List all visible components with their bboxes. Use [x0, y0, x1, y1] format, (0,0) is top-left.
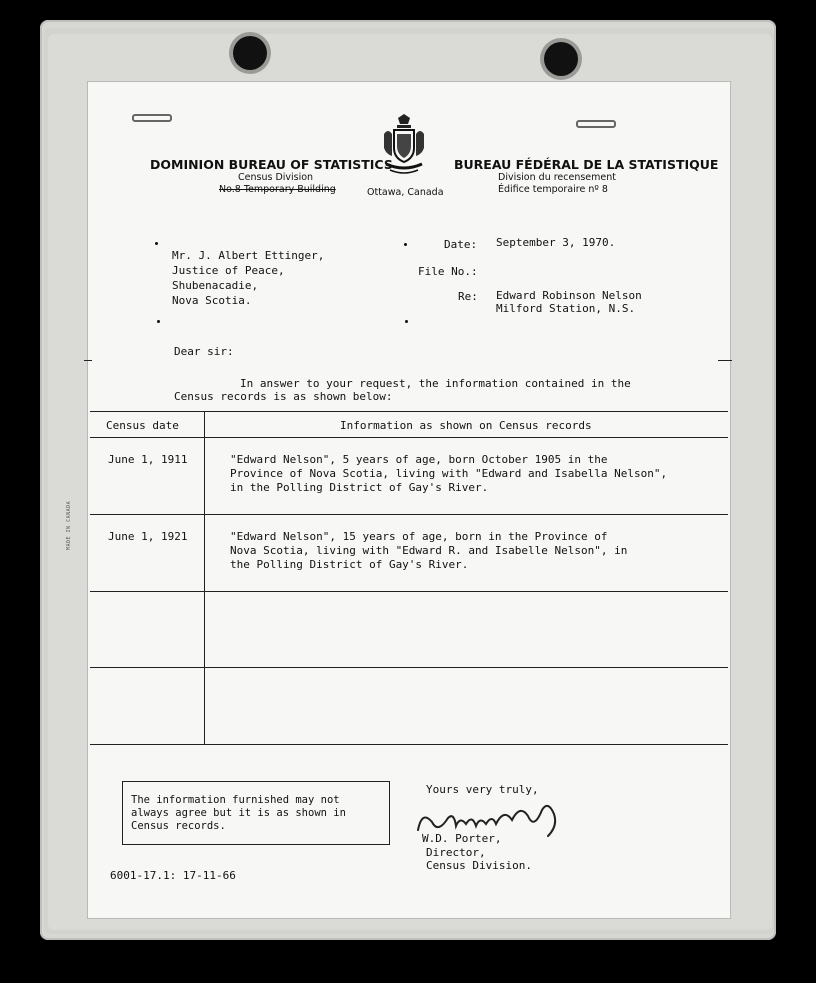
- recipient-line-4: Nova Scotia.: [172, 294, 252, 307]
- table-row-2-date: June 1, 1921: [108, 530, 188, 543]
- date-label: Date:: [444, 238, 478, 251]
- fold-mark-left: [84, 360, 92, 361]
- signatory-title: Director,: [426, 846, 486, 859]
- margin-dot: [157, 320, 160, 323]
- signatory-division: Census Division.: [426, 859, 532, 872]
- table-row-1-info-line-2: Province of Nova Scotia, living with "Edward and Isabella Nelson",: [230, 467, 668, 480]
- column-header-census-date: Census date: [106, 419, 179, 432]
- margin-dot: [155, 242, 158, 245]
- valediction: Yours very truly,: [426, 783, 539, 796]
- table-row-1-date: June 1, 1911: [108, 453, 188, 466]
- margin-dot: [404, 243, 407, 246]
- date-value: September 3, 1970.: [496, 236, 616, 249]
- table-row-2-info-line-2: Nova Scotia, living with "Edward R. and Isabelle Nelson", in: [230, 544, 628, 557]
- table-row-1-info-line-1: "Edward Nelson", 5 years of age, born October 1905 in the: [230, 453, 608, 466]
- bureau-title-french: BUREAU FÉDÉRAL DE LA STATISTIQUE: [454, 157, 719, 172]
- signatory-name: W.D. Porter,: [422, 832, 502, 845]
- salutation: Dear sir:: [174, 345, 234, 358]
- file-number-label: File No.:: [418, 265, 478, 278]
- margin-dot: [405, 320, 408, 323]
- re-line-2: Milford Station, N.S.: [496, 302, 636, 315]
- staple-right: [576, 120, 616, 128]
- disclaimer-text: The information furnished may not always agree but it is as shown in Census records.: [131, 794, 346, 832]
- table-row-2-info-line-3: the Polling District of Gay's River.: [230, 558, 469, 571]
- staple-left: [132, 114, 172, 122]
- binder-hole-left: [233, 36, 267, 70]
- column-header-information: Information as shown on Census records: [340, 419, 592, 432]
- form-number: 6001-17.1: 17-11-66: [110, 869, 236, 882]
- binder-hole-right: [544, 42, 578, 76]
- city-label: Ottawa, Canada: [367, 187, 444, 198]
- address-french: Édifice temporaire nº 8: [498, 184, 608, 195]
- table-row-2-info-line-1: "Edward Nelson", 15 years of age, born in the Province of: [230, 530, 608, 543]
- recipient-line-2: Justice of Peace,: [172, 264, 285, 277]
- census-division-french: Division du recensement: [498, 172, 616, 183]
- bureau-title-english: DOMINION BUREAU OF STATISTICS: [150, 157, 393, 172]
- address-english-struck: No.8 Temporary Building: [219, 184, 336, 195]
- re-label: Re:: [458, 290, 478, 303]
- intro-line-1: In answer to your request, the information contained in the: [240, 377, 631, 390]
- census-division-english: Census Division: [238, 172, 314, 183]
- disclaimer-box: [122, 781, 390, 845]
- side-margin-text: MADE IN CANADA: [66, 500, 72, 550]
- intro-line-2: Census records is as shown below:: [174, 390, 393, 403]
- table-row-1-info-line-3: in the Polling District of Gay's River.: [230, 481, 489, 494]
- fold-mark-right: [718, 360, 732, 361]
- re-line-1: Edward Robinson Nelson: [496, 289, 642, 302]
- recipient-line-1: Mr. J. Albert Ettinger,: [172, 249, 325, 262]
- recipient-line-3: Shubenacadie,: [172, 279, 259, 292]
